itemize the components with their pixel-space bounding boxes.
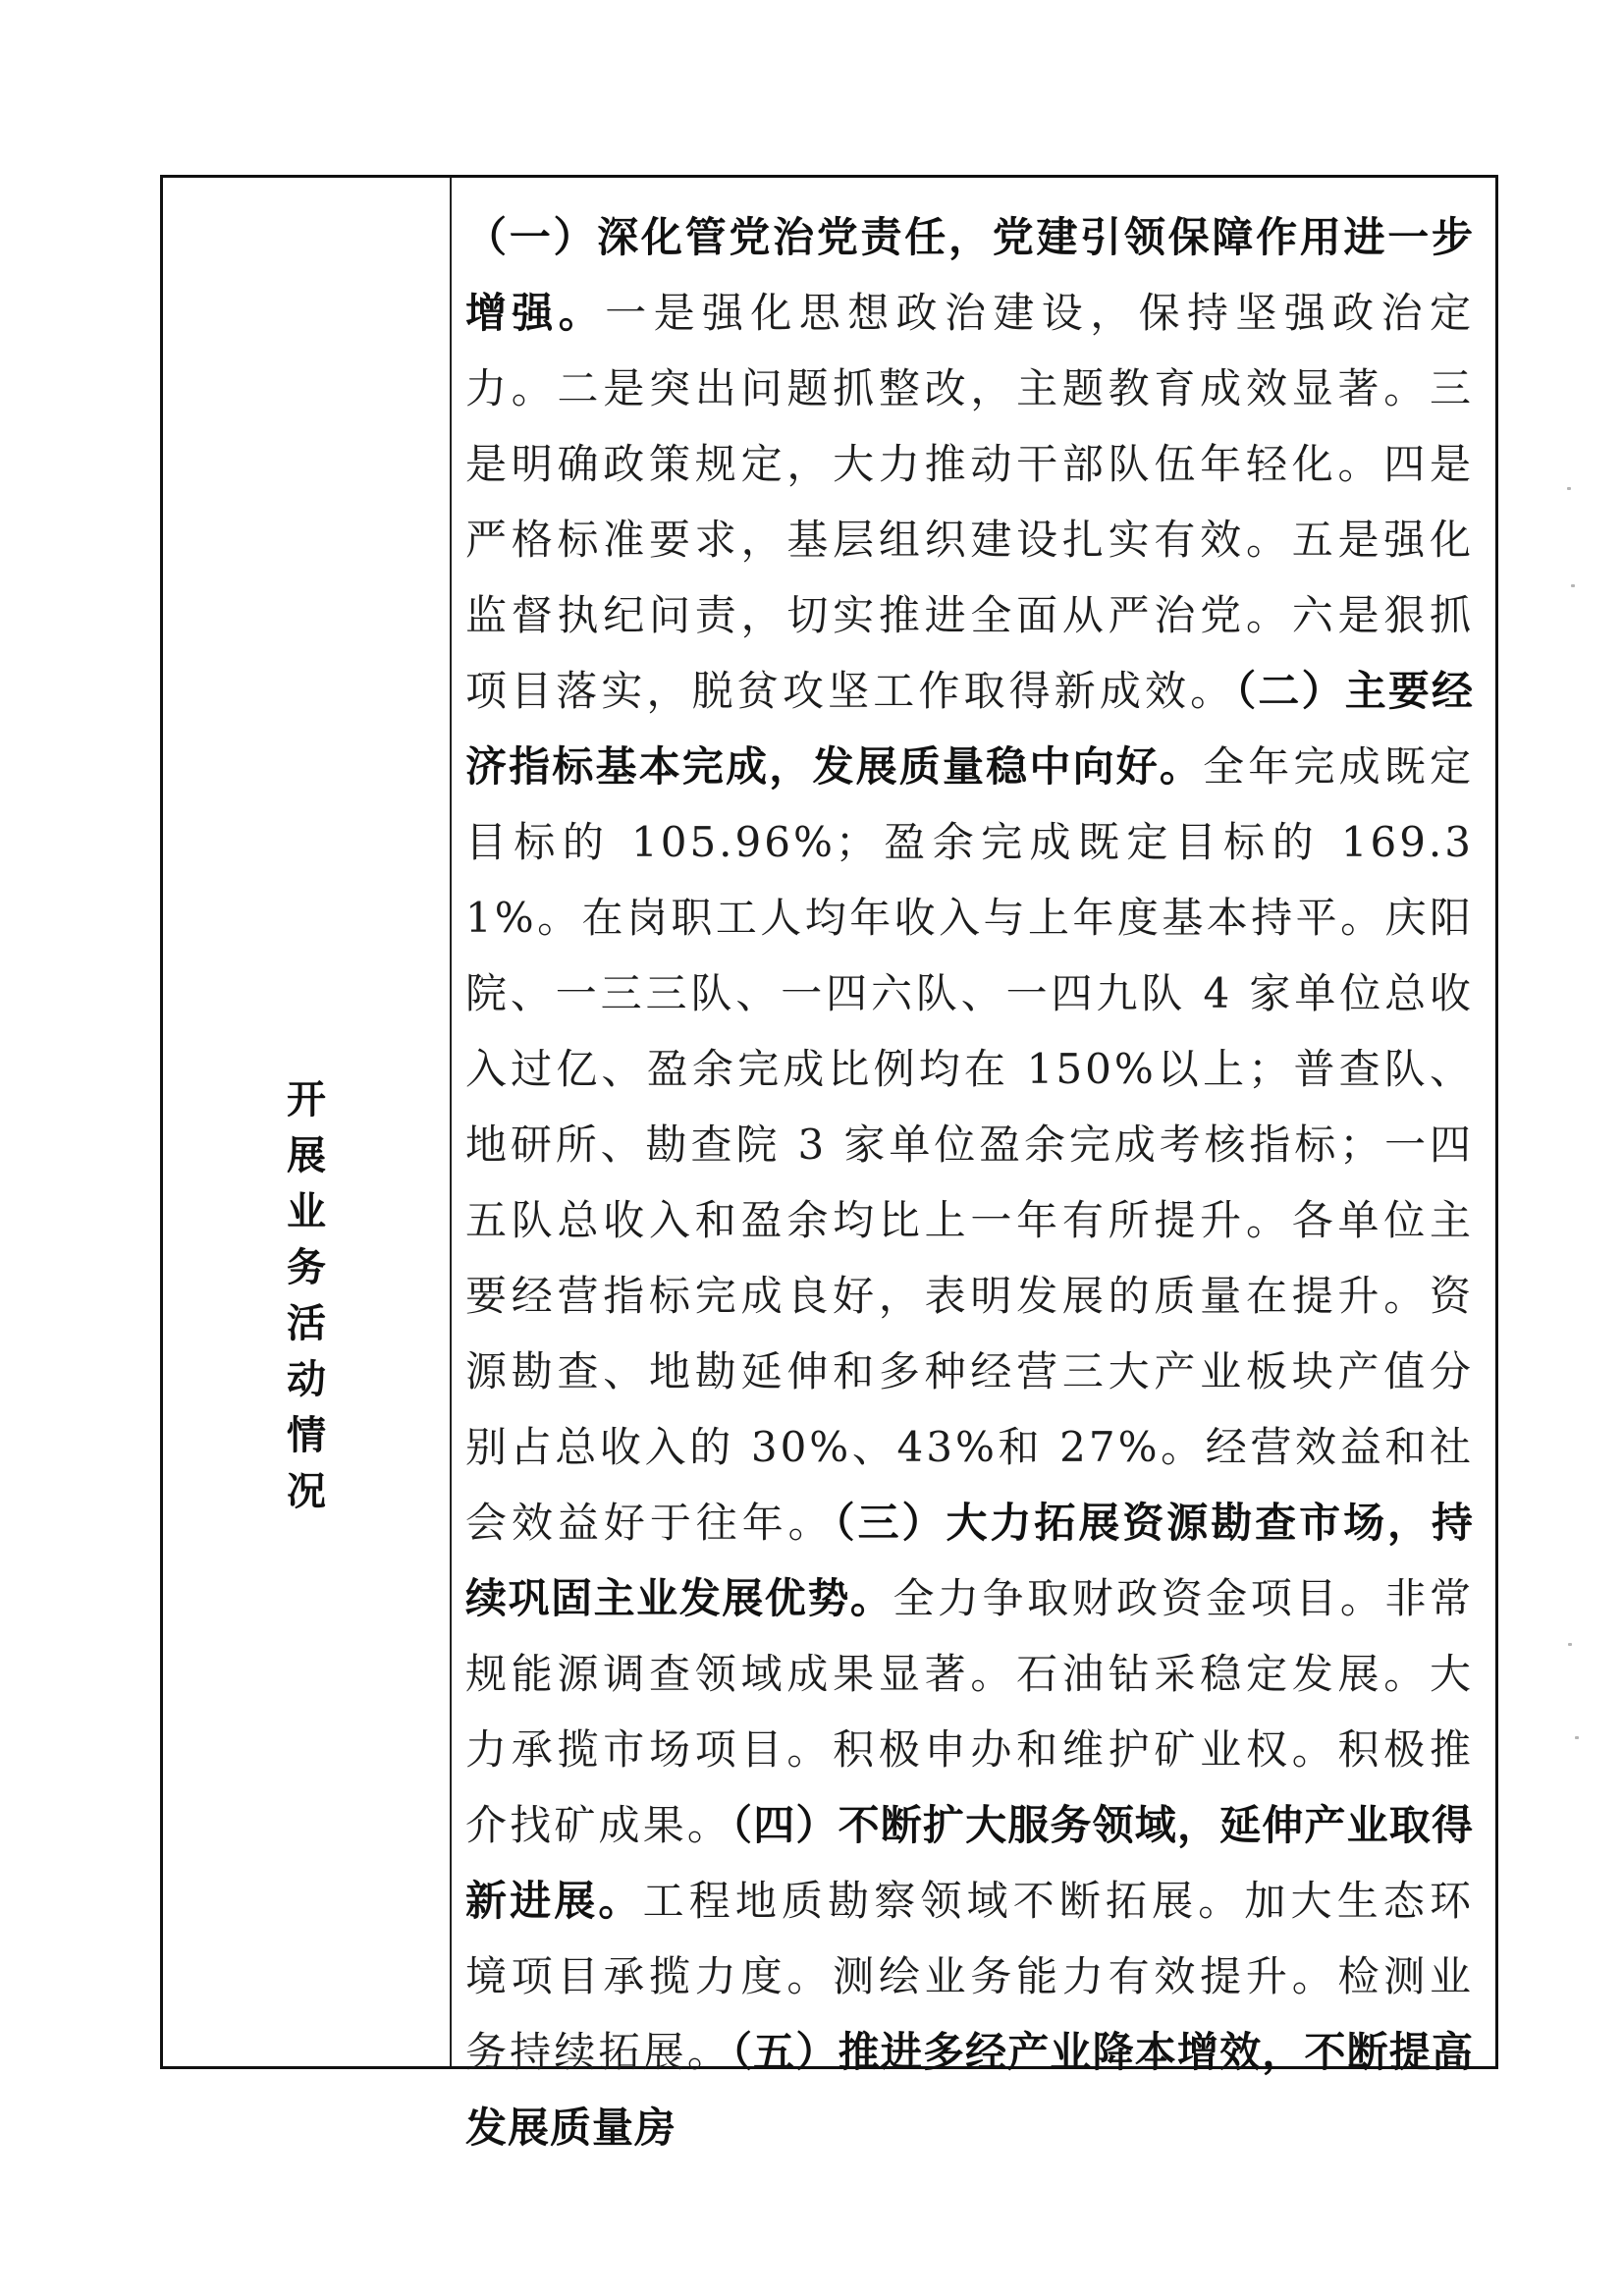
scan-speck [1571, 584, 1575, 587]
row-label-char: 况 [287, 1468, 326, 1514]
section-3-heading: （三）大力拓展资源勘查市场，持续巩固主业发展优势。 [465, 1499, 1474, 1622]
row-label-char: 务 [287, 1244, 326, 1290]
section-2-body: 全年完成既定目标的 105.96%；盈余完成既定目标的 169.31%。在岗职工人均年收入与上年度基本持平。庆阳院、一三三队、一四六队、一四九队 4 家单位总收入过亿、盈余完成比例均在 150%以上；普查队、地研所、勘查院 3 家单位盈余完成考核指标；一四五队总收入和盈余均比上一年有所提升。各单位主要经营指标完成良好，表明发展的质量在提升。资源勘查、地勘延伸和多种经营三大产业板块产值分别占总收入的 30%、43%和 27%。经营效益和社会效益好于往年。 [465, 742, 1474, 1547]
content-cell [452, 178, 1495, 2152]
section-4-heading: （四）不断扩大服务领域，延伸产业取得新进展。 [465, 1801, 1474, 1925]
section-4-body: 工程地质勘察领域不断拓展。加大生态环境项目承揽力度。测绘业务能力有效提升。检测业务持续拓展。 [465, 1877, 1474, 2076]
activity-form-table [160, 175, 1498, 2152]
row-label-char: 活 [287, 1300, 326, 1346]
scan-speck [1568, 1643, 1572, 1646]
row-label-char: 开 [287, 1076, 326, 1122]
section-2-heading: （二）主要经济指标基本完成，发展质量稳中向好。 [465, 667, 1474, 791]
label-cell [163, 178, 452, 2066]
activity-report-text [465, 199, 1474, 2165]
row-label-char: 业 [287, 1188, 326, 1234]
row-label-char: 展 [287, 1132, 326, 1178]
section-1-heading: （一）深化管党治党责任，党建引领保障作用进一步增强。 [465, 213, 1474, 337]
section-5-heading: （五）推进多经产业降本增效，不断提高发展质量房 [465, 2028, 1474, 2152]
row-label-char: 情 [287, 1412, 326, 1458]
section-3-body: 全力争取财政资金项目。非常规能源调查领域成果显著。石油钻采稳定发展。大力承揽市场项目。积极申办和维护矿业权。积极推介找矿成果。 [465, 1574, 1474, 1849]
scan-speck [1567, 487, 1571, 490]
row-label-business-activities [163, 1071, 450, 1519]
row-label-char: 动 [287, 1356, 326, 1402]
scan-speck [1575, 1736, 1579, 1739]
section-1-body: 一是强化思想政治建设，保持坚强政治定力。二是突出问题抓整改，主题教育成效显著。三是明确政策规定，大力推动干部队伍年轻化。四是严格标准要求，基层组织建设扎实有效。五是强化监督执纪问责，切实推进全面从严治党。六是狠抓项目落实，脱贫攻坚工作取得新成效。 [465, 289, 1474, 715]
